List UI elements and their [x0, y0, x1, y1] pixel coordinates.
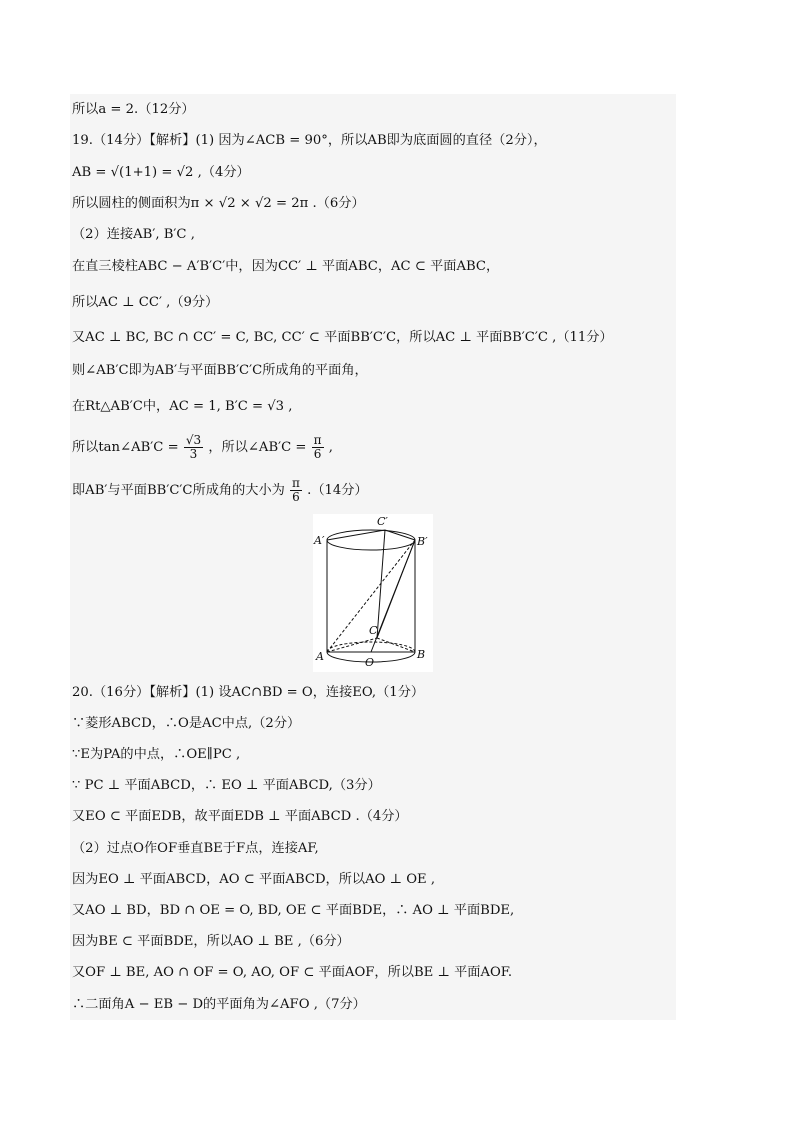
- text-line: 在Rt△AB′C中，AC = 1, B′C = √3 ,: [72, 399, 293, 414]
- tan-prefix: 所以tan∠AB′C =: [72, 440, 179, 455]
- label-a: A: [316, 650, 324, 663]
- text-line: （2）过点O作OF垂直BE于F点，连接AF,: [72, 841, 319, 856]
- fraction-denominator: 3: [189, 447, 198, 461]
- edge-c-b: [377, 638, 415, 652]
- label-c-prime: C′: [377, 515, 388, 528]
- tan-suffix: ,: [328, 440, 333, 455]
- fraction-denominator: 6: [292, 490, 300, 504]
- answer-line: [72, 476, 672, 506]
- edge-c1-b1: [385, 530, 415, 540]
- label-a-prime: A′: [314, 534, 325, 547]
- text-line: 所以a = 2.（12分）: [72, 102, 195, 117]
- cylinder-figure: [313, 514, 433, 672]
- cylinder-diagram: [313, 514, 433, 672]
- text-line: 又EO ⊂ 平面EDB，故平面EDB ⊥ 平面ABCD .（4分）: [72, 809, 408, 824]
- fraction-numerator: π: [313, 433, 322, 447]
- text-line: 又OF ⊥ BE, AO ∩ OF = O, AO, OF ⊂ 平面AOF，所以BE ⊥ 平面AOF.: [72, 965, 513, 980]
- label-b-prime: B′: [417, 535, 428, 548]
- fraction-numerator: √3: [185, 433, 202, 447]
- tan-line: [72, 433, 672, 463]
- text-line: ∵E为PA的中点，∴OE∥PC ,: [72, 747, 241, 762]
- text-line: 则∠AB′C即为AB′与平面BB′C′C所成角的平面角，: [72, 363, 368, 378]
- edge-a-c: [327, 638, 377, 652]
- text-line: ∴二面角A − EB − D的平面角为∠AFO ,（7分）: [72, 997, 366, 1012]
- text-line: 又AO ⊥ BD，BD ∩ OE = O, BD, OE ⊂ 平面BDE，∴ AO ⊥ 平面BDE,: [72, 903, 515, 918]
- fraction-denominator: 6: [313, 447, 322, 461]
- answer-prefix: 即AB′与平面BB′C′C所成角的大小为: [72, 483, 285, 498]
- fraction-numerator: π: [292, 476, 300, 490]
- text-line: （2）连接AB′, B′C ,: [72, 227, 195, 242]
- label-c: C: [369, 624, 378, 637]
- text-line: ∵菱形ABCD，∴O是AC中点,（2分）: [72, 716, 301, 731]
- fraction-pi-over-6: [312, 434, 324, 461]
- label-o: O: [365, 656, 375, 669]
- label-b: B: [417, 648, 426, 661]
- answer-suffix: .（14分）: [307, 483, 368, 498]
- text-line: 19.（14分）【解析】(1) 因为∠ACB = 90°，所以AB即为底面圆的直径（2分），: [72, 133, 547, 148]
- text-line: 因为BE ⊂ 平面BDE，所以AO ⊥ BE ,（6分）: [72, 934, 350, 949]
- tan-middle: ，所以∠AB′C =: [208, 440, 307, 455]
- text-line: 20.（16分）【解析】(1) 设AC∩BD = O，连接EO,（1分）: [72, 685, 425, 700]
- text-line: 又AC ⊥ BC, BC ∩ CC′ = C, BC, CC′ ⊂ 平面BB′C′C，所以AC ⊥ 平面BB′C′C ,（11分）: [72, 330, 613, 345]
- text-line: 因为EO ⊥ 平面ABCD，AO ⊂ 平面ABCD，所以AO ⊥ OE ,: [72, 872, 436, 887]
- edge-b1-o: [371, 540, 415, 652]
- text-line: 所以圆柱的侧面积为π × √2 × √2 = 2π .（6分）: [72, 196, 365, 211]
- top-ellipse: [327, 530, 415, 550]
- fraction-sqrt3-over-3: [184, 434, 203, 461]
- text-line: 在直三棱柱ABC − A′B′C′中，因为CC′ ⊥ 平面ABC，AC ⊂ 平面ABC，: [72, 259, 500, 274]
- fraction-pi-over-6: [290, 477, 302, 504]
- text-line: 所以AC ⊥ CC′ ,（9分）: [72, 295, 219, 310]
- edge-a1-c1: [327, 530, 385, 540]
- text-line: ∵ PC ⊥ 平面ABCD，∴ EO ⊥ 平面ABCD,（3分）: [72, 778, 381, 793]
- text-line: AB = √(1+1) = √2 ,（4分）: [72, 165, 250, 180]
